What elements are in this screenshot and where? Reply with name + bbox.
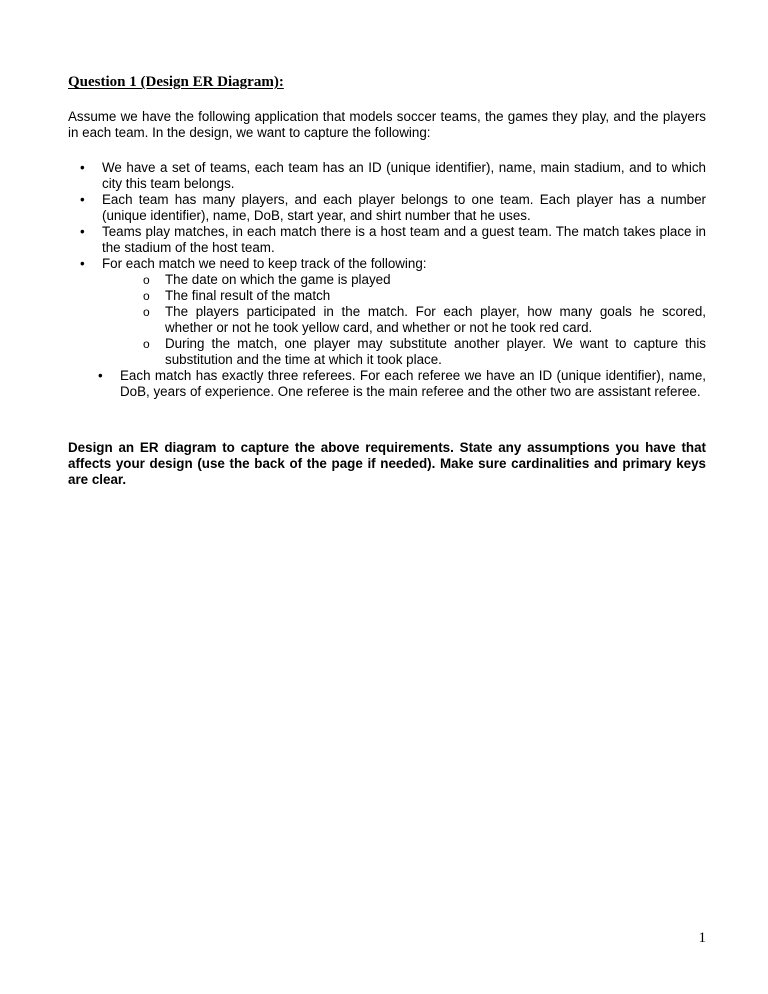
sub-list-item-text: The players participated in the match. For each player, how many goals he scored, whether or not he took yellow card, and whether or not he took red card. [165, 304, 706, 335]
list-item-text: For each match we need to keep track of the following: [102, 256, 427, 271]
bullet-icon: • [80, 256, 85, 271]
instruction-paragraph: Design an ER diagram to capture the above requirements. State any assumptions you have that affects your design (use the back of the page if needed). Make sure cardinalities and primary keys are clear. [68, 440, 706, 487]
sub-bullet-icon: o [143, 273, 150, 287]
sub-bullet-icon: o [143, 289, 150, 303]
list-item-text: Each team has many players, and each player belongs to one team. Each player has a number (unique identifier), name, DoB, start year, and shirt number that he uses. [102, 192, 706, 223]
bullet-icon: • [80, 160, 85, 175]
page-number: 1 [698, 930, 706, 946]
list-item [0, 224, 768, 256]
list-item [0, 192, 768, 224]
list-item-text: We have a set of teams, each team has an ID (unique identifier), name, main stadium, and to which city this team belongs. [102, 160, 706, 191]
sub-bullet-icon: o [143, 305, 150, 319]
requirements-list [0, 160, 768, 400]
sub-list-item [0, 304, 768, 336]
sub-list-item [0, 336, 768, 368]
list-item [0, 256, 768, 272]
sub-list-item [0, 272, 768, 288]
list-item [0, 160, 768, 192]
intro-paragraph: Assume we have the following application that models soccer teams, the games they play, and the players in each team. In the design, we want to capture the following: [68, 109, 706, 140]
list-item-text: Each match has exactly three referees. For each referee we have an ID (unique identifier), name, DoB, years of experience. One referee is the main referee and the other two are assistant referee. [120, 368, 706, 399]
sub-list-item-text: The date on which the game is played [165, 272, 391, 287]
sub-list-item [0, 288, 768, 304]
question-title: Question 1 (Design ER Diagram): [68, 74, 284, 90]
bullet-icon: • [98, 368, 103, 383]
sub-list-item-text: The final result of the match [165, 288, 331, 303]
list-item-text: Teams play matches, in each match there is a host team and a guest team. The match takes place in the stadium of the host team. [102, 224, 706, 255]
bullet-icon: • [80, 192, 85, 207]
sub-list-item-text: During the match, one player may substitute another player. We want to capture this substitution and the time at which it took place. [165, 336, 706, 367]
bullet-icon: • [80, 224, 85, 239]
list-item [0, 368, 768, 400]
sub-bullet-icon: o [143, 337, 150, 351]
